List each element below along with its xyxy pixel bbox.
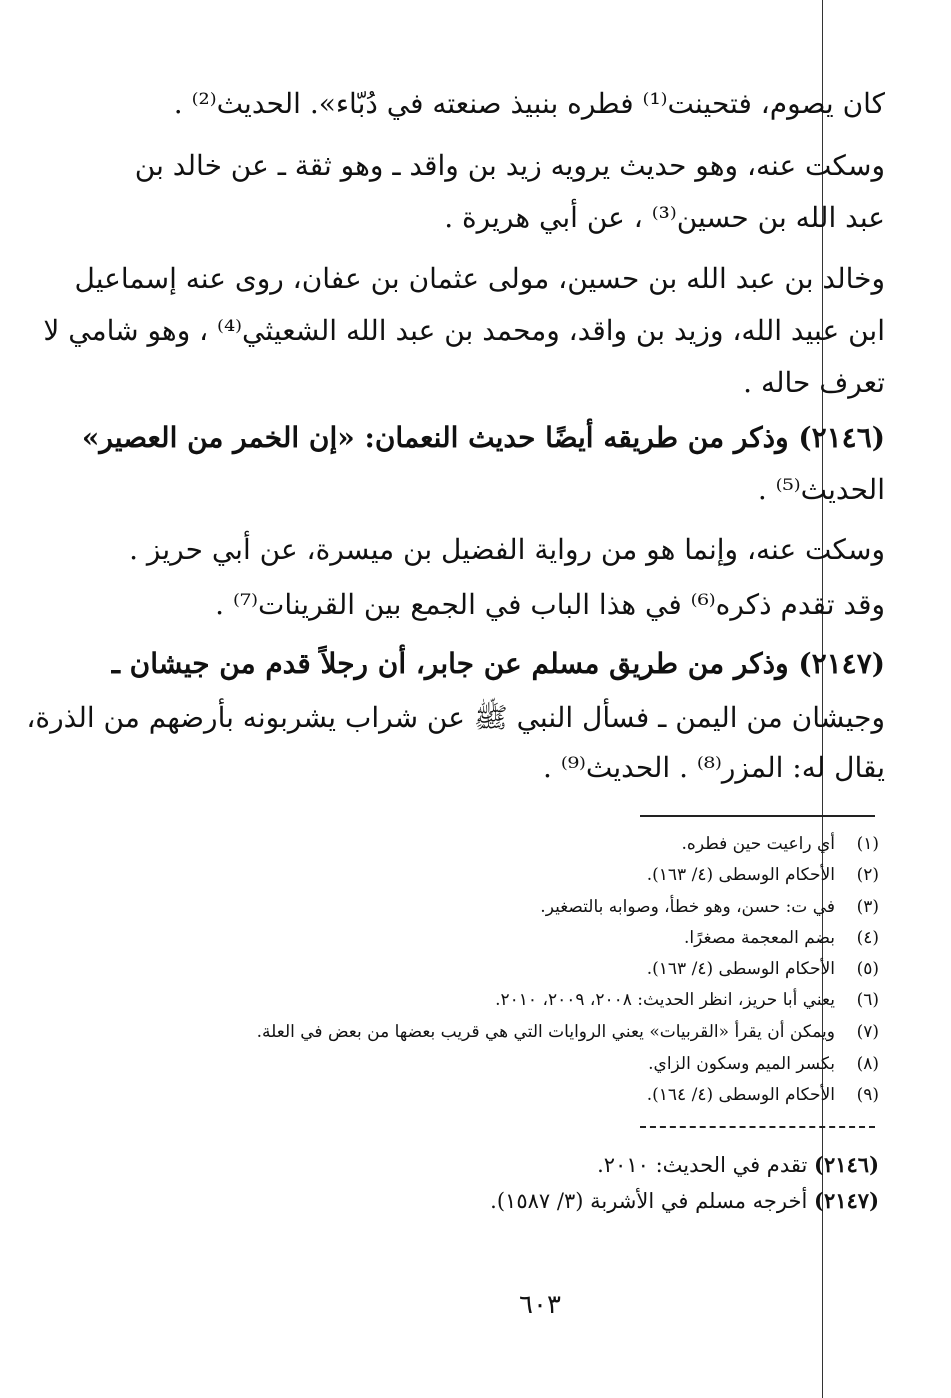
body-line: ابن عبيد الله، وزيد بن واقد، ومحمد بن عبد الله الشعيثي⁽⁴⁾ ، وهو شامي لا [43,314,885,347]
body-line: وخالد بن عبد الله بن حسين، مولى عثمان بن عفان، روى عنه إسماعيل [74,262,885,295]
footnote: (٣)في ت: حسن، وهو خطأ، وصوابه بالتصغير. [540,897,879,917]
body-line: وجيشان من اليمن ـ فسأل النبي ﷺ عن شراب يشربونه بأرضهم من الذرة، [26,701,885,734]
takhrij-separator [640,1126,875,1128]
footnote-separator [640,815,875,817]
footnote: (٩)الأحكام الوسطى (٤/ ١٦٤). [646,1085,879,1105]
page-number: ٦٠٣ [519,1290,561,1320]
hadith-2146-line: (٢١٤٦) وذكر من طريقه أيضًا حديث النعمان: «إن الخمر من العصير» [81,421,885,454]
body-line: وسكت عنه، وإنما هو من رواية الفضيل بن ميسرة، عن أبي حريز . [129,533,885,566]
body-line: الحديث⁽⁵⁾ . [757,473,885,506]
body-line: وسكت عنه، وهو حديث يرويه زيد بن واقد ـ وهو ثقة ـ عن خالد بن [134,149,885,182]
body-line: يقال له: المزر⁽⁸⁾ . الحديث⁽⁹⁾ . [543,751,885,784]
footnote: (٦)يعني أبا حريز، انظر الحديث: ٢٠٠٨، ٢٠٠٩، ٢٠١٠. [495,990,879,1010]
hadith-2147-line: (٢١٤٧) وذكر من طريق مسلم عن جابر، أن رجلاً قدم من جيشان ـ [111,647,885,680]
footnote: (٤)بضم المعجمة مصغرًا. [684,928,879,948]
footnote: (٨)بكسر الميم وسكون الزاي. [648,1054,879,1074]
footnote: (١)أي راعيت حين فطره. [681,834,879,854]
body-line: وقد تقدم ذكره⁽⁶⁾ في هذا الباب في الجمع بين القرينات⁽⁷⁾ . [215,588,885,621]
body-line: تعرف حاله . [743,366,885,399]
body-line: عبد الله بن حسين⁽³⁾ ، عن أبي هريرة . [444,201,885,234]
takhrij-note: (٢١٤٧) أخرجه مسلم في الأشربة (٣/ ١٥٨٧). [490,1188,879,1213]
footnote: (٧)ويمكن أن يقرأ «القربيات» يعني الروايات التي هي قريب بعضها من بعض في العلة. [256,1022,879,1042]
body-line: كان يصوم، فتحينت⁽¹⁾ فطره بنبيذ صنعته في دُبّاء». الحديث⁽²⁾ . [173,87,885,120]
footnote: (٢)الأحكام الوسطى (٤/ ١٦٣). [646,865,879,885]
footnote: (٥)الأحكام الوسطى (٤/ ١٦٣). [646,959,879,979]
takhrij-note: (٢١٤٦) تقدم في الحديث: ٢٠١٠. [597,1152,879,1177]
